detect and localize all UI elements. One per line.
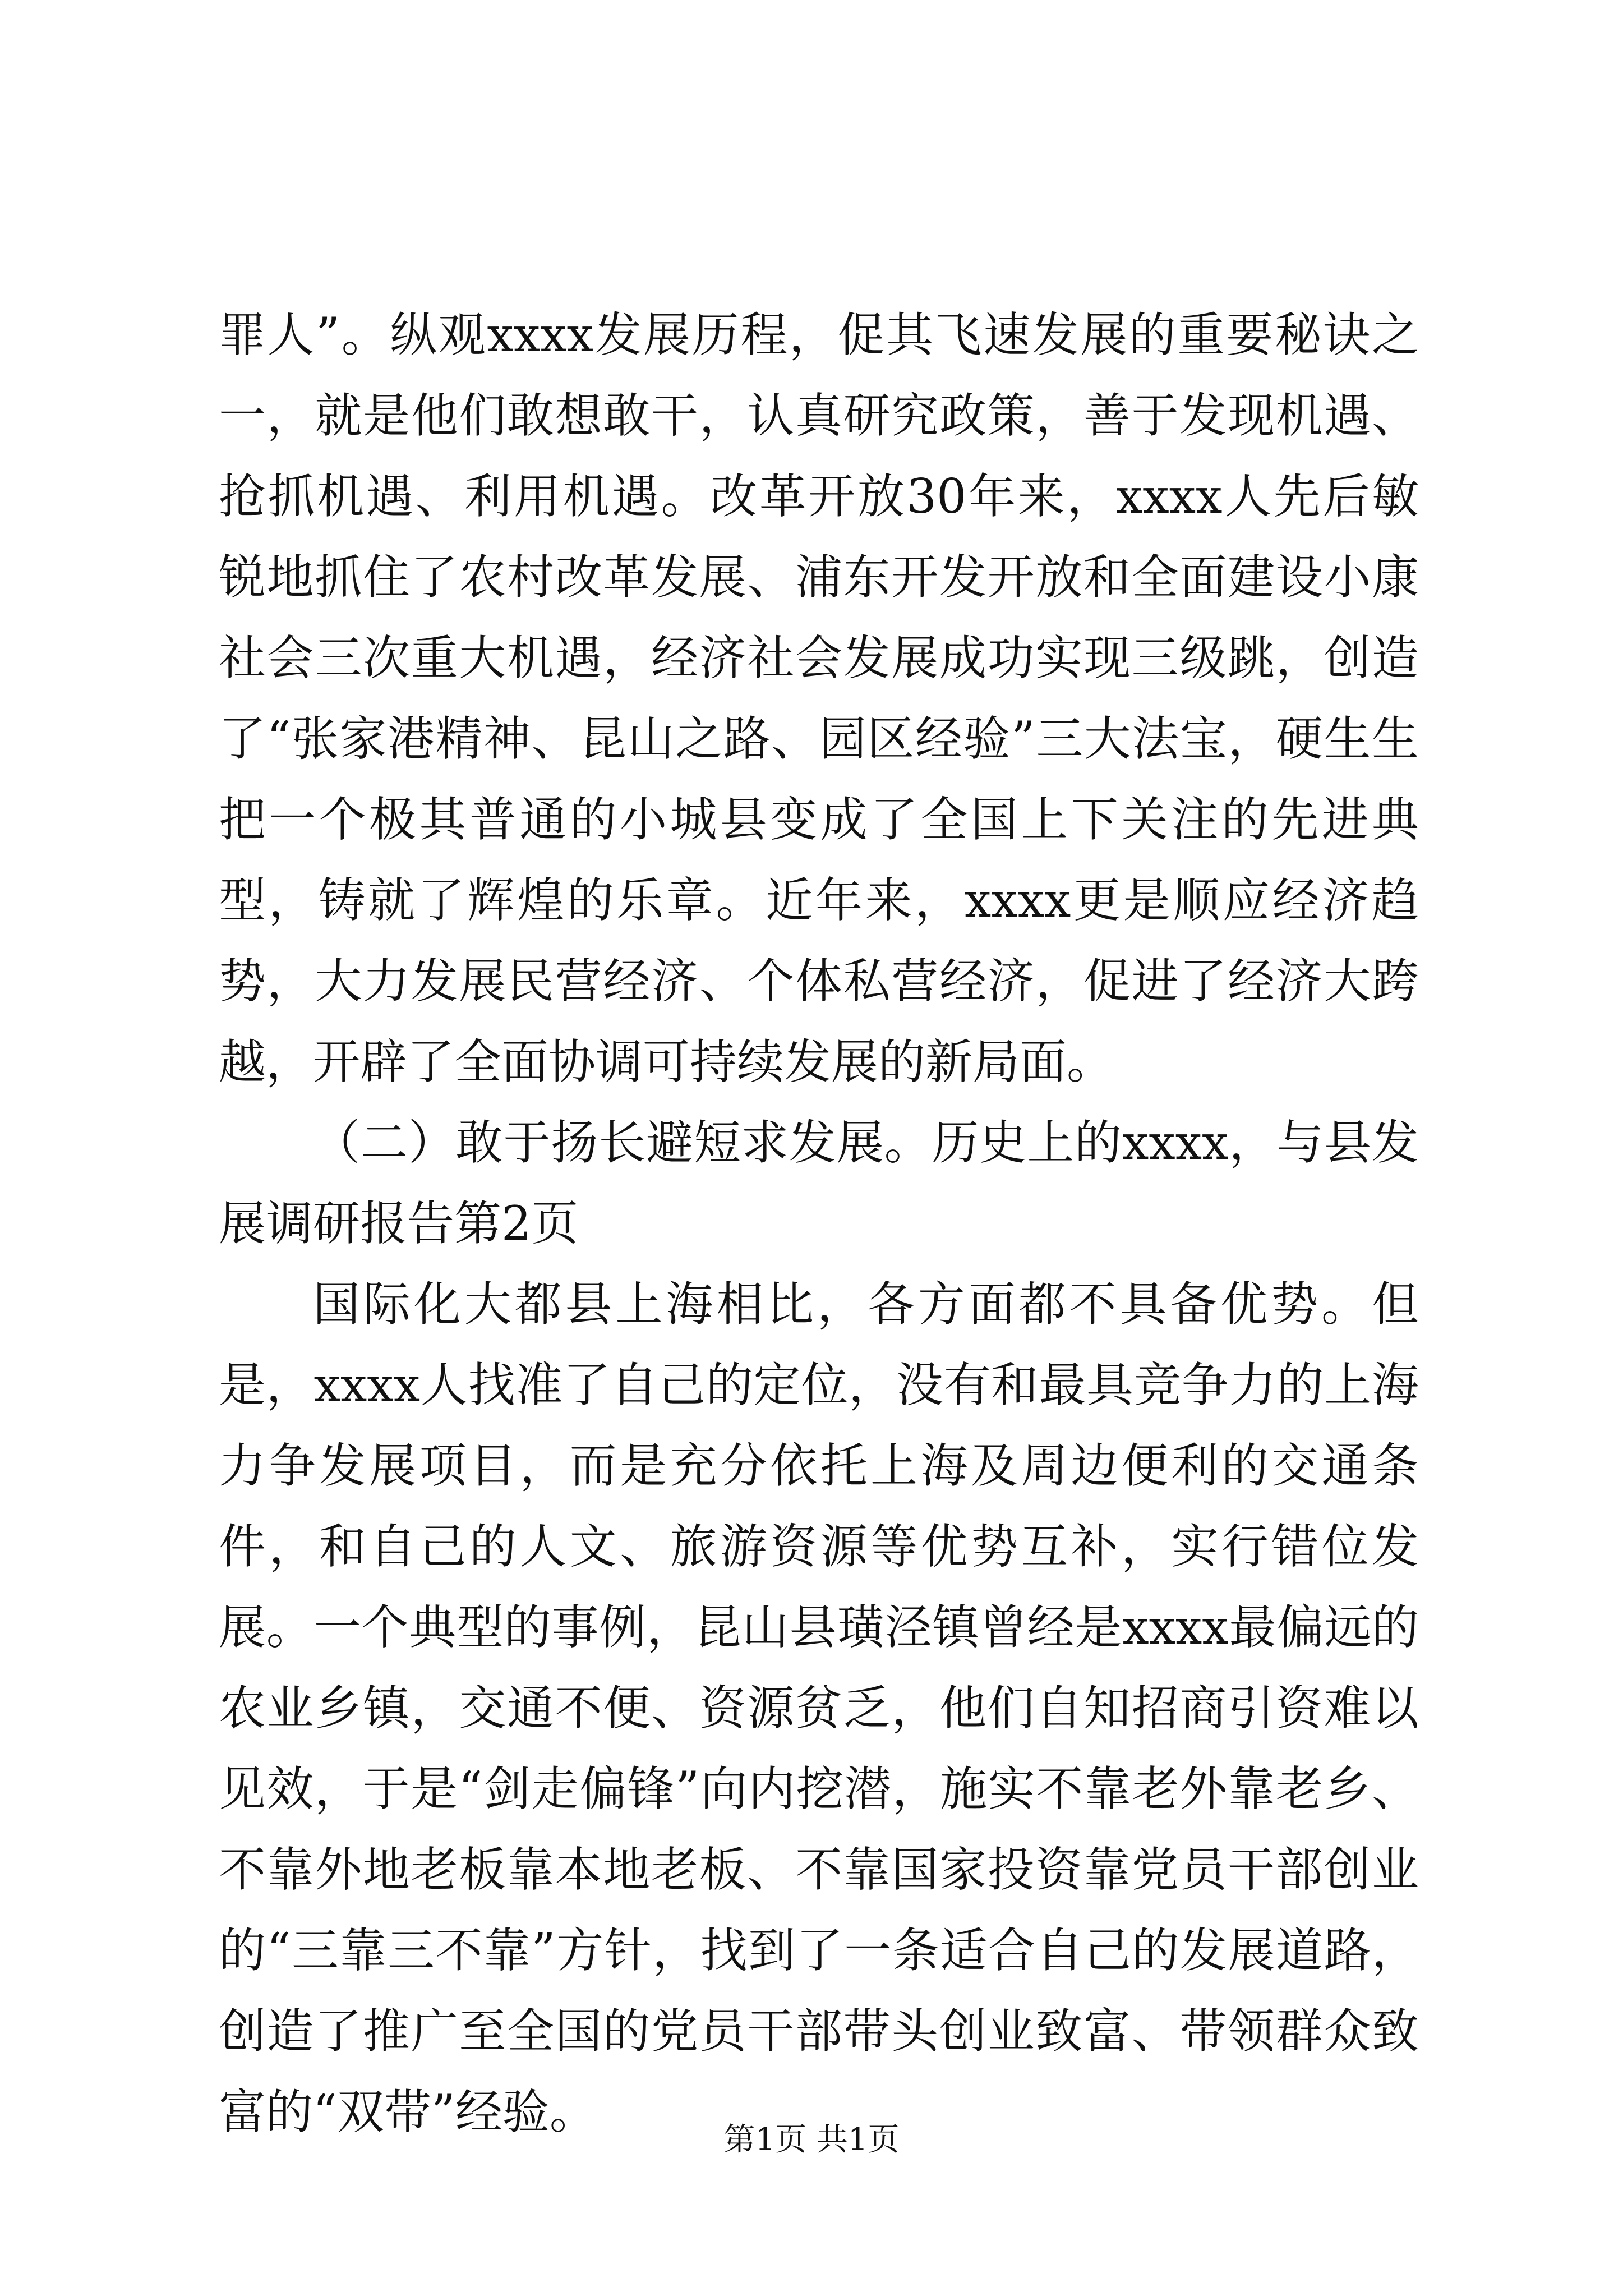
paragraph-1: 罪人”。纵观xxxx发展历程，促其飞速发展的重要秘诀之一，就是他们敢想敢干，认真研究政策，善于发现机遇、抢抓机遇、利用机遇。改革开放30年来，xxxx人先后敏锐地抓住了农村改革发展、浦东开发开放和全面建设小康社会三次重大机遇，经济社会发展成功实现三级跳，创造了“张家港精神、昆山之路、园区经验”三大法宝，硬生生把一个极其普通的小城县变成了全国上下关注的先进典型，铸就了辉煌的乐章。近年来，xxxx更是顺应经济趋势，大力发展民营经济、个体私营经济，促进了经济大跨越，开辟了全面协调可持续发展的新局面。 [219, 307, 1419, 1089]
paragraph-2: （二）敢于扬长避短求发展。历史上的xxxx，与县发展调研报告第2页 [219, 1115, 1419, 1251]
body-text [219, 295, 1419, 2152]
page-footer: 第1页 共1页 [723, 2122, 900, 2158]
paragraph-3: 国际化大都县上海相比，各方面都不具备优势。但是，xxxx人找准了自己的定位，没有和最具竞争力的上海力争发展项目，而是充分依托上海及周边便利的交通条件，和自己的人文、旅游资源等优势互补，实行错位发展。一个典型的事例，昆山县璜泾镇曾经是xxxx最偏远的农业乡镇，交通不便、资源贫乏，他们自知招商引资难以见效，于是“剑走偏锋”向内挖潜，施实不靠老外靠老乡、不靠外地老板靠本地老板、不靠国家投资靠党员干部创业的“三靠三不靠”方针，找到了一条适合自己的发展道路，创造了推广至全国的党员干部带头创业致富、带领群众致富的“双带”经验。 [219, 1277, 1419, 2139]
